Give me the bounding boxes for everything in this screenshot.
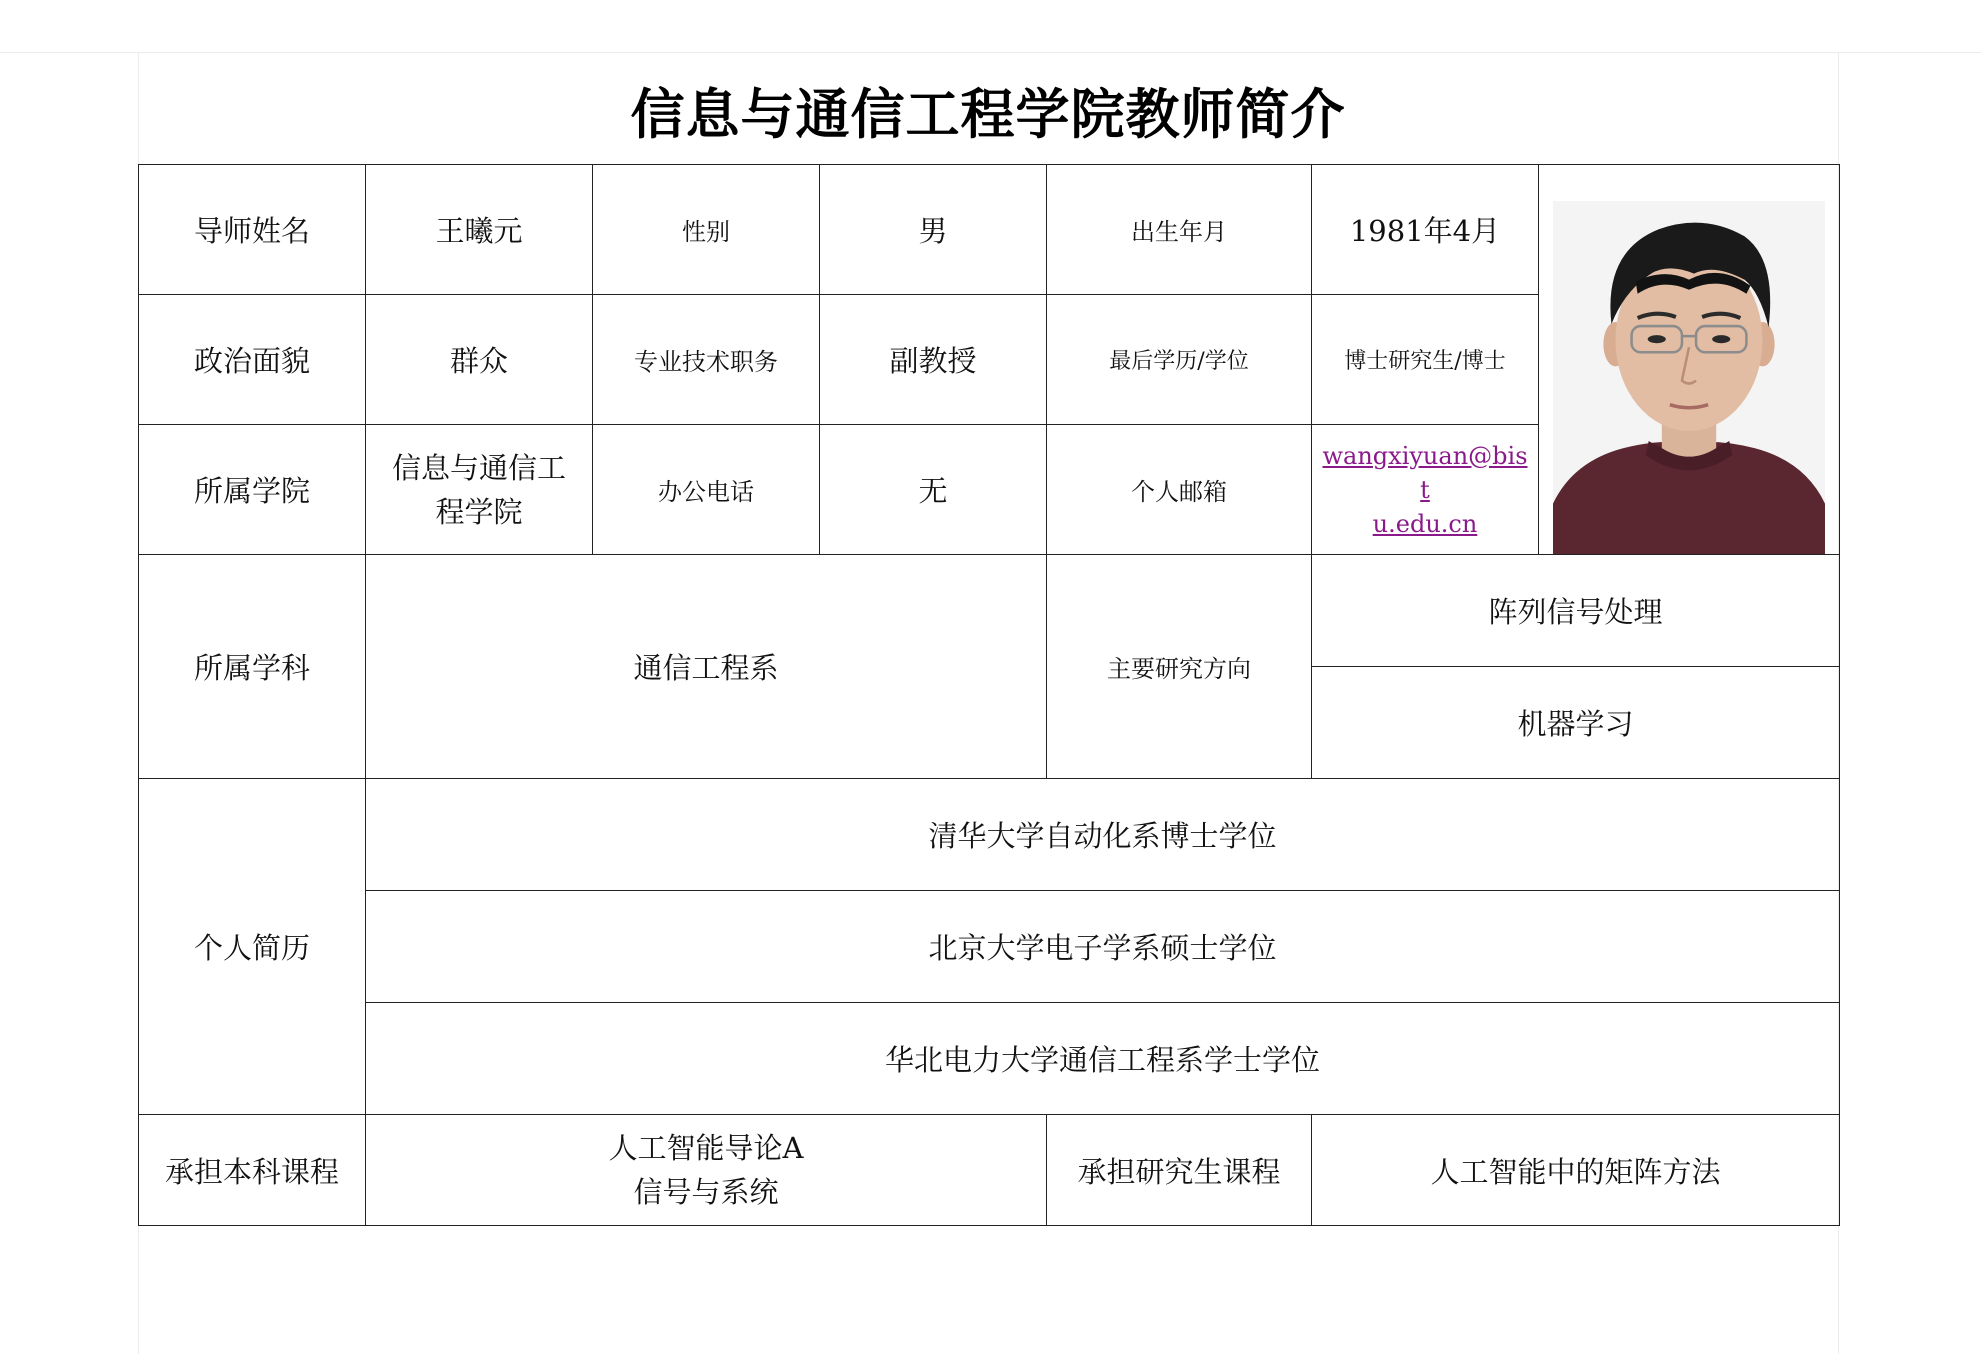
research-item: 机器学习 [1312, 667, 1840, 779]
email-value[interactable] [1312, 425, 1539, 555]
political-value: 群众 [366, 295, 593, 425]
resume-item: 清华大学自动化系博士学位 [366, 779, 1840, 891]
undergrad-course-item: 信号与系统 [633, 1175, 779, 1209]
job-title-value: 副教授 [820, 295, 1047, 425]
undergrad-courses-value [366, 1115, 1047, 1226]
resume-item: 北京大学电子学系硕士学位 [366, 891, 1840, 1003]
research-label: 主要研究方向 [1047, 555, 1312, 779]
name-value: 王曦元 [366, 165, 593, 295]
discipline-label: 所属学科 [139, 555, 366, 779]
name-label: 导师姓名 [139, 165, 366, 295]
sheet-top-edge [0, 52, 1981, 53]
row-resume-3 [139, 1003, 1840, 1115]
row-resume-2 [139, 891, 1840, 1003]
political-label: 政治面貌 [139, 295, 366, 425]
degree-value: 博士研究生/博士 [1312, 295, 1539, 425]
photo-cell [1539, 165, 1840, 555]
row-discipline-1 [139, 555, 1840, 667]
college-label: 所属学院 [139, 425, 366, 555]
resume-label: 个人简历 [139, 779, 366, 1115]
teacher-profile-table [138, 164, 1840, 1226]
degree-label: 最后学历/学位 [1047, 295, 1312, 425]
email-link-line2[interactable]: u.edu.cn [1372, 509, 1478, 538]
row-basic-info [139, 165, 1840, 295]
email-label: 个人邮箱 [1047, 425, 1312, 555]
phone-value: 无 [820, 425, 1047, 555]
college-value-line2: 程学院 [435, 494, 523, 529]
research-item: 阵列信号处理 [1312, 555, 1840, 667]
portrait-image [1553, 201, 1825, 554]
undergrad-courses-label: 承担本科课程 [139, 1115, 366, 1226]
row-courses [139, 1115, 1840, 1226]
gender-label: 性别 [593, 165, 820, 295]
page-title: 信息与通信工程学院教师简介 [630, 82, 1346, 146]
resume-item: 华北电力大学通信工程系学士学位 [366, 1003, 1840, 1115]
birth-label: 出生年月 [1047, 165, 1312, 295]
email-link-line1[interactable]: wangxiyuan@bist [1322, 441, 1528, 504]
phone-label: 办公电话 [593, 425, 820, 555]
birth-value: 1981年4月 [1312, 165, 1539, 295]
row-resume-1 [139, 779, 1840, 891]
teacher-portrait [1553, 201, 1825, 554]
undergrad-course-item: 人工智能导论A [608, 1131, 804, 1165]
job-title-label: 专业技术职务 [593, 295, 820, 425]
college-value-line1: 信息与通信工 [391, 450, 566, 485]
grad-courses-value: 人工智能中的矩阵方法 [1312, 1115, 1840, 1226]
grad-courses-label: 承担研究生课程 [1047, 1115, 1312, 1226]
discipline-value: 通信工程系 [366, 555, 1047, 779]
college-value [366, 425, 593, 555]
gender-value: 男 [820, 165, 1047, 295]
